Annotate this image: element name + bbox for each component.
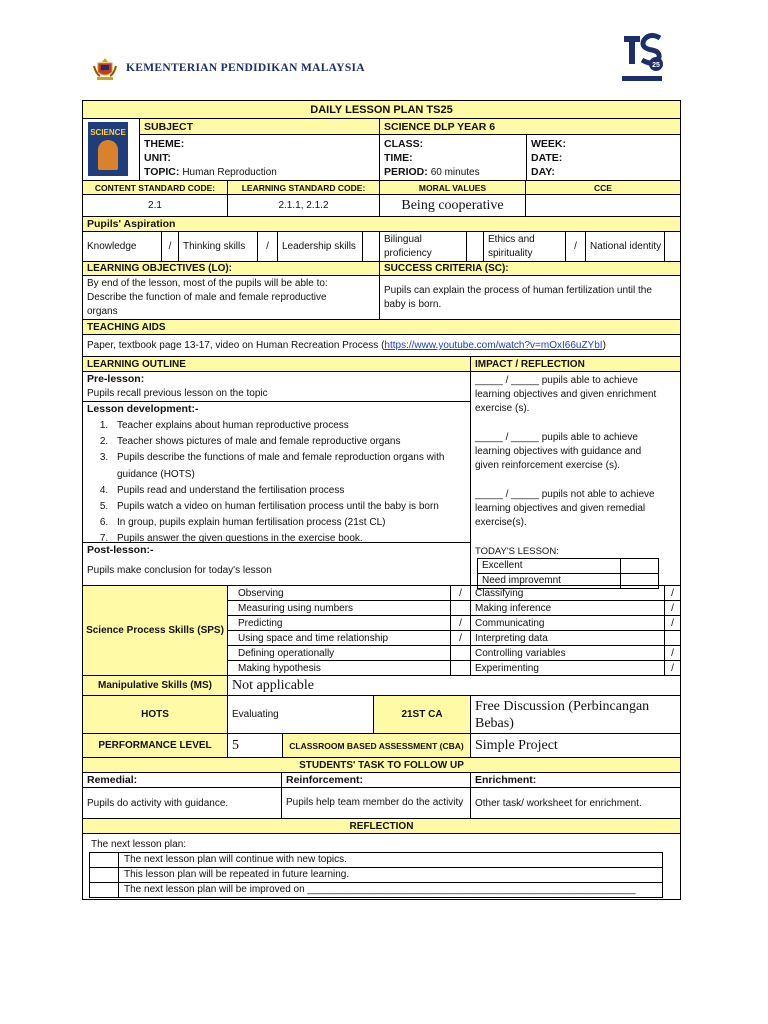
dev-label: Lesson development:- xyxy=(87,403,199,415)
aspiration-label: Pupils' Aspiration xyxy=(87,218,176,230)
impact-label: IMPACT / REFLECTION xyxy=(470,357,680,371)
pre-lesson-label: Pre-lesson: xyxy=(87,373,145,385)
aspiration-thinking: Thinking skills xyxy=(178,232,257,261)
outline-content xyxy=(83,372,470,585)
impact-remedial: _____ / _____ pupils not able to achieve learning objectives and given remedial exercise(s). xyxy=(475,489,655,528)
enrichment-text: Other task/ worksheet for enrichment. xyxy=(470,788,680,818)
impact-content xyxy=(470,372,680,585)
reflection-body xyxy=(83,834,680,900)
step-item: 2. Teacher shows pictures of male and female reproductive organs xyxy=(111,434,464,450)
subject-right xyxy=(379,119,680,180)
learning-std-value: 2.1.1, 2.1.2 xyxy=(227,195,379,216)
sps-right: Classifying / Making inference / Communicating / Interpreting data Controlling variables / Experimenting / xyxy=(470,586,680,675)
aspiration-knowledge-mark: / xyxy=(161,232,178,261)
standards-values xyxy=(83,195,680,217)
textbook-cover xyxy=(83,119,139,180)
pl-value: 5 xyxy=(227,734,282,757)
today-label: TODAY'S LESSON: xyxy=(475,546,559,557)
period-label: PERIOD: xyxy=(384,166,428,178)
performance-row xyxy=(83,734,680,758)
day-label: DAY: xyxy=(531,166,555,178)
content-std-label: CONTENT STANDARD CODE: xyxy=(94,182,216,193)
ministry-name: KEMENTERIAN PENDIDIKAN MALAYSIA xyxy=(126,62,365,74)
learning-std-label: LEARNING STANDARD CODE: xyxy=(227,181,379,194)
page-header xyxy=(0,0,768,100)
aspiration-ethics-mark: / xyxy=(565,232,585,261)
aspiration-ethics: Ethics and spirituality xyxy=(483,232,565,261)
cce-label: CCE xyxy=(525,181,680,194)
outline-label: LEARNING OUTLINE xyxy=(87,358,186,370)
post-lesson-text: Pupils make conclusion for today's lesson xyxy=(87,565,272,576)
time-label: TIME: xyxy=(384,152,413,164)
content-std-value: 2.1 xyxy=(148,200,162,211)
lesson-plan-table xyxy=(82,100,681,900)
ca-value: Free Discussion (Perbincangan Bebas) xyxy=(470,696,680,733)
aspiration-national-mark xyxy=(664,232,680,261)
subject-left xyxy=(139,119,379,180)
aspiration-header xyxy=(83,217,680,232)
subject-value: SCIENCE DLP YEAR 6 xyxy=(380,119,680,135)
followup-labels xyxy=(83,773,680,788)
outline-header xyxy=(83,357,680,372)
steps-list xyxy=(83,418,464,548)
step-item: 6. In group, pupils explain human fertilisation process (21st CL) xyxy=(111,515,464,531)
cover-title: SCIENCE xyxy=(90,128,126,137)
science-book-icon xyxy=(88,122,128,176)
hots-label: HOTS xyxy=(83,696,227,733)
subject-label: SUBJECT xyxy=(140,119,379,135)
date-label: DATE: xyxy=(531,152,563,164)
today-option-improve[interactable]: Need improvemnt xyxy=(478,574,658,588)
enrichment-label: Enrichment: xyxy=(470,773,680,787)
step-item: 4. Pupils read and understand the fertilisation process xyxy=(111,483,464,499)
post-lesson-label: Post-lesson:- xyxy=(87,544,154,556)
lo-sc-header xyxy=(83,262,680,276)
ca-label: 21ST CA xyxy=(373,696,470,733)
hots-value: Evaluating xyxy=(227,696,373,733)
step-item: 5. Pupils watch a video on human fertilisation process until the baby is born xyxy=(111,499,464,515)
moral-label: MORAL VALUES xyxy=(379,181,525,194)
aspiration-leadership: Leadership skills xyxy=(277,232,362,261)
pre-lesson-text: Pupils recall previous lesson on the topic xyxy=(87,388,268,399)
sps-block xyxy=(83,586,680,676)
standards-header xyxy=(83,181,680,195)
aspiration-knowledge: Knowledge xyxy=(87,241,137,252)
hots-row xyxy=(83,696,680,734)
step-item: 1. Teacher explains about human reproductive process xyxy=(111,418,464,434)
reinforcement-text: Pupils help team member do the activity xyxy=(281,788,470,818)
outline-body xyxy=(83,372,680,586)
malaysia-crest-icon xyxy=(92,56,118,82)
theme-label: THEME: xyxy=(144,138,185,150)
svg-text:25: 25 xyxy=(652,62,660,69)
cba-label: CLASSROOM BASED ASSESSMENT (CBA) xyxy=(282,734,470,757)
class-label: CLASS: xyxy=(384,138,424,150)
lo-text: By end of the lesson, most of the pupils will be able to: Describe the function of male and female reproductive organs xyxy=(87,278,328,317)
step-item: 3. Pupils describe the functions of male and female reproduction organs with guidance (HOTS) xyxy=(111,450,464,482)
ms-row xyxy=(83,676,680,696)
aspiration-thinking-mark: / xyxy=(257,232,277,261)
aids-row xyxy=(83,335,680,357)
aspiration-leadership-mark xyxy=(362,232,379,261)
followup-header xyxy=(83,758,680,773)
followup-values xyxy=(83,788,680,819)
period-value: 60 minutes xyxy=(430,167,480,178)
impact-enrichment: _____ / _____ pupils able to achieve learning objectives and given enrichment exercise (s). xyxy=(475,375,657,414)
reflection-header xyxy=(83,819,680,834)
moral-value: Being cooperative xyxy=(379,195,525,216)
unit-label: UNIT: xyxy=(144,152,171,164)
aids-label: TEACHING AIDS xyxy=(87,321,166,333)
reflection-label: REFLECTION xyxy=(349,820,414,832)
ms-label: Manipulative Skills (MS) xyxy=(83,676,227,695)
aspiration-bilingual-mark xyxy=(466,232,483,261)
ts25-logo-icon xyxy=(616,26,668,84)
next-option-continue[interactable]: The next lesson plan will continue with new topics. xyxy=(90,853,662,868)
cba-value: Simple Project xyxy=(470,734,680,757)
sps-label: Science Process Skills (SPS) xyxy=(83,586,227,675)
aspiration-row xyxy=(83,232,680,262)
lo-sc-body xyxy=(83,276,680,320)
aspiration-national: National identity xyxy=(585,232,664,261)
subject-block xyxy=(83,119,680,181)
lo-label: LEARNING OBJECTIVES (LO): xyxy=(87,263,233,274)
next-intro: The next lesson plan: xyxy=(91,839,187,850)
step-item: 7. Pupils answer the given questions in the exercise book. xyxy=(111,531,464,547)
followup-label: STUDENTS' TASK TO FOLLOW UP xyxy=(299,759,464,771)
next-option-improve[interactable]: The next lesson plan will be improved on ___________________________________________________________ xyxy=(90,883,662,897)
next-options xyxy=(89,852,663,898)
remedial-text: Pupils do activity with guidance. xyxy=(87,797,229,809)
aids-header xyxy=(83,320,680,335)
sc-text: Pupils can explain the process of human fertilization until the baby is born. xyxy=(379,276,680,319)
aspiration-bilingual: Bilingual proficiency xyxy=(379,232,466,261)
aids-text: Paper, textbook page 13-17, video on Human Recreation Process ( https://www.youtube.com/watch?v=mOxI66uZYbI ) xyxy=(87,340,606,351)
week-label: WEEK: xyxy=(531,138,566,150)
topic-value: Human Reproduction xyxy=(182,167,277,178)
next-option-repeat[interactable]: This lesson plan will be repeated in future learning. xyxy=(90,868,662,883)
plan-title-row xyxy=(83,101,680,119)
today-option-excellent[interactable]: Excellent xyxy=(478,559,658,574)
reinforcement-label: Reinforcement: xyxy=(281,773,470,787)
sps-left: Observing / Measuring using numbers Predicting / Using space and time relationship / Defining operationally Making hypothesis xyxy=(227,586,470,675)
today-options xyxy=(477,558,659,589)
cce-value xyxy=(525,195,680,216)
ms-value: Not applicable xyxy=(227,676,680,695)
remedial-label: Remedial: xyxy=(87,774,138,786)
pl-label: PERFORMANCE LEVEL xyxy=(83,734,227,757)
topic-label: TOPIC: xyxy=(144,166,180,178)
sc-label: SUCCESS CRITERIA (SC): xyxy=(379,262,680,275)
plan-title: DAILY LESSON PLAN TS25 xyxy=(310,103,453,116)
impact-reinforcement: _____ / _____ pupils able to achieve learning objectives with guidance and given reinforcement exercise (s). xyxy=(475,432,642,471)
video-link[interactable]: https://www.youtube.com/watch?v=mOxI66uZYbI xyxy=(384,340,603,351)
